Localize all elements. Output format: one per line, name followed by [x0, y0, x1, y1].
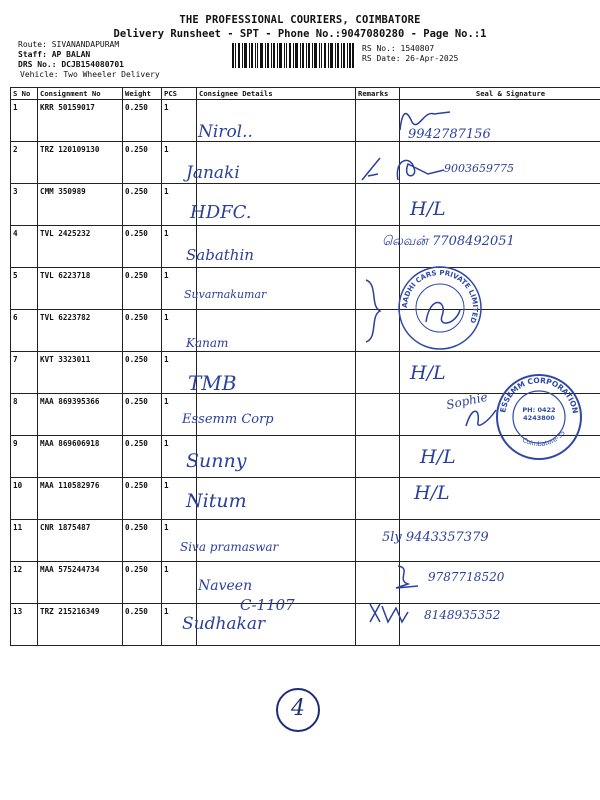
hw-name-7: TMB	[188, 371, 237, 395]
hw-name-13: Sudhakar	[182, 614, 266, 634]
hw-name-12: Naveen	[198, 578, 253, 594]
hw-name-4: Sabathin	[186, 246, 254, 264]
cell-weight: 0.250	[123, 184, 162, 226]
hw-name-10: Nitum	[186, 490, 247, 512]
vehicle-text: Vehicle: Two Wheeler Delivery	[20, 70, 160, 79]
cell-pcs: 1	[162, 478, 197, 520]
hw-name-6: Kanam	[186, 336, 229, 350]
cell-weight: 0.250	[123, 562, 162, 604]
col-consignment: Consignment No	[38, 88, 123, 100]
cell-remarks	[356, 478, 400, 520]
cell-weight: 0.250	[123, 478, 162, 520]
hw-signature-7: H/L	[420, 446, 456, 468]
cell-weight: 0.250	[123, 100, 162, 142]
col-weight: Weight	[123, 88, 162, 100]
cell-sno: 3	[11, 184, 38, 226]
cell-weight: 0.250	[123, 226, 162, 268]
cell-weight: 0.250	[123, 352, 162, 394]
cell-remarks	[356, 100, 400, 142]
drs-text: DRS No.: DCJB154080701	[18, 60, 124, 69]
cell-remarks	[356, 436, 400, 478]
cell-weight: 0.250	[123, 310, 162, 352]
cell-consignment: TVL 6223782	[38, 310, 123, 352]
hw-signature-2: 9003659775	[444, 162, 514, 175]
cell-sno: 11	[11, 520, 38, 562]
table-row	[11, 184, 600, 226]
cell-weight: 0.250	[123, 604, 162, 646]
cell-sno: 12	[11, 562, 38, 604]
hw-name-5: Suvarnakumar	[184, 288, 267, 301]
company-title: THE PROFESSIONAL COURIERS, COIMBATORE	[179, 14, 421, 26]
hw-signature-1: 9942787156	[408, 127, 491, 142]
aadhi-cars-stamp	[396, 264, 484, 352]
table-row	[11, 562, 600, 604]
hw-signature-3: H/L	[410, 198, 446, 220]
cell-pcs: 1	[162, 394, 197, 436]
cell-consignment: KVT 3323011	[38, 352, 123, 394]
hw-name-2: Janaki	[186, 163, 240, 183]
cell-sno: 4	[11, 226, 38, 268]
table-header-row	[11, 88, 600, 100]
cell-sno: 10	[11, 478, 38, 520]
cell-pcs: 1	[162, 520, 197, 562]
hw-signature-9: 5ly 9443357379	[382, 530, 489, 545]
cell-consignment: MAA 869395366	[38, 394, 123, 436]
cell-consignment: MAA 869606918	[38, 436, 123, 478]
cell-consignment: TRZ 215216349	[38, 604, 123, 646]
essemm-stamp-city: Coimbatore-35	[520, 428, 567, 449]
table-row	[11, 478, 600, 520]
cell-weight: 0.250	[123, 520, 162, 562]
cell-pcs: 1	[162, 352, 197, 394]
route-text: Route: SIVANANDAPURAM	[18, 40, 120, 49]
hw-signature-8: H/L	[414, 482, 450, 504]
cell-consignment: MAA 110582976	[38, 478, 123, 520]
signature-scribble-10	[392, 562, 422, 592]
hw-name-9: Sunny	[186, 450, 247, 472]
hw-signature-6: Sophie	[445, 389, 489, 413]
svg-text:Coimbatore-35	[521, 429, 567, 448]
hw-signature-11: 8148935352	[424, 608, 501, 622]
cell-pcs: 1	[162, 268, 197, 310]
essemm-stamp-phone: PH: 0422 4243800	[522, 406, 556, 422]
table-row	[11, 100, 600, 142]
meta-right	[362, 44, 458, 64]
meta-left	[18, 40, 160, 80]
rs-no-text: RS No.: 1540807	[362, 44, 435, 53]
aadhi-stamp-text: AADHI CARS PRIVATE LIMITED	[400, 268, 480, 325]
hw-signature-10: 9787718520	[428, 570, 505, 584]
cell-consignment: TVL 2425232	[38, 226, 123, 268]
cell-weight: 0.250	[123, 268, 162, 310]
col-consignee: Consignee Details	[197, 88, 356, 100]
rs-date-text: RS Date: 26-Apr-2025	[362, 54, 459, 63]
essemm-corporation-stamp	[494, 372, 584, 462]
table-row	[11, 604, 600, 646]
hw-name-13-note: C-1107	[240, 596, 295, 614]
hw-name-1: Nirol..	[198, 122, 253, 142]
signature-scribble-11	[366, 598, 412, 628]
cell-remarks	[356, 394, 400, 436]
cell-sno: 2	[11, 142, 38, 184]
hw-signature-4: லெவன் 7708492051	[382, 234, 515, 249]
cell-pcs: 1	[162, 184, 197, 226]
cell-pcs: 1	[162, 226, 197, 268]
hw-name-8: Essemm Corp	[182, 412, 274, 427]
cell-sno: 13	[11, 604, 38, 646]
cell-consignment: CNR 1875487	[38, 520, 123, 562]
cell-remarks	[356, 352, 400, 394]
table-row	[11, 268, 600, 310]
cell-sno: 6	[11, 310, 38, 352]
cell-pcs: 1	[162, 562, 197, 604]
cell-consignment: MAA 575244734	[38, 562, 123, 604]
brace-mark	[360, 278, 384, 344]
cell-consignment: CMM 350989	[38, 184, 123, 226]
cell-sno: 5	[11, 268, 38, 310]
barcode	[232, 43, 354, 68]
cell-consignment: KRR 50159017	[38, 100, 123, 142]
page-number-circle: 4	[276, 688, 320, 732]
cell-weight: 0.250	[123, 394, 162, 436]
cell-remarks	[356, 184, 400, 226]
cell-weight: 0.250	[123, 436, 162, 478]
col-sno: S No	[11, 88, 38, 100]
col-signature: Seal & Signature	[400, 88, 600, 100]
col-remarks: Remarks	[356, 88, 400, 100]
hw-name-3: HDFC.	[190, 202, 252, 223]
cell-sno: 7	[11, 352, 38, 394]
cell-pcs: 1	[162, 310, 197, 352]
essemm-stamp-name: ESSEMM CORPORATION	[498, 375, 580, 415]
cell-consignment: TRZ 120109130	[38, 142, 123, 184]
signature-scribble-2	[358, 150, 448, 186]
hw-name-11: Siva pramaswar	[180, 540, 279, 554]
hw-signature-5: H/L	[410, 362, 446, 384]
cell-pcs: 1	[162, 100, 197, 142]
cell-consignment: TVL 6223718	[38, 268, 123, 310]
table-row	[11, 310, 600, 352]
table-row	[11, 520, 600, 562]
runsheet-subtitle: Delivery Runsheet - SPT - Phone No.:9047080280 - Page No.:1	[113, 28, 487, 40]
cell-pcs: 1	[162, 604, 197, 646]
cell-pcs: 1	[162, 436, 197, 478]
cell-weight: 0.250	[123, 142, 162, 184]
staff-text: Staff: AP BALAN	[18, 50, 91, 59]
cell-sno: 8	[11, 394, 38, 436]
cell-pcs: 1	[162, 142, 197, 184]
col-pcs: PCS	[162, 88, 197, 100]
cell-sno: 9	[11, 436, 38, 478]
cell-sno: 1	[11, 100, 38, 142]
